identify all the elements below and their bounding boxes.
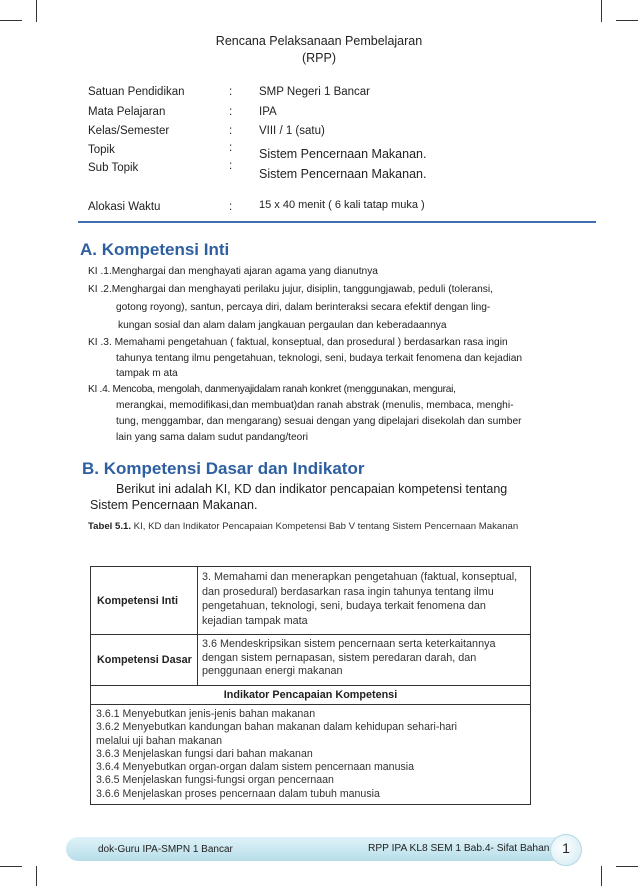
crop-mark-top-left-v — [36, 0, 37, 22]
crop-mark-bottom-left-v — [36, 866, 37, 886]
info-colon: : — [229, 106, 233, 118]
info-colon: : — [229, 125, 233, 137]
table-row-indikator-list — [91, 705, 530, 804]
indikator-item: 3.6.4 Menyebutkan organ-organ dalam sistem pencernaan manusia — [96, 761, 415, 774]
section-b-intro-cont: Sistem Pencernaan Makanan. — [90, 498, 258, 512]
crop-mark-bottom-left-h — [0, 866, 22, 867]
info-value: 15 x 40 menit ( 6 kali tatap muka ) — [259, 199, 425, 211]
document-title: Rencana Pelaksanaan Pembelajaran — [215, 34, 423, 48]
info-colon: : — [229, 201, 233, 213]
crop-mark-top-right-h — [616, 20, 638, 21]
info-colon: : — [229, 160, 233, 172]
indikator-header-cell: Indikator Pencapaian Kompetensi — [223, 689, 398, 701]
crop-mark-top-left-h — [0, 20, 22, 21]
indikator-item: 3.6.6 Menjelaskan proses pencernaan dalam tubuh manusia — [96, 787, 380, 800]
info-value: Sistem Pencernaan Makanan. — [259, 147, 427, 161]
footer-right-text: RPP IPA KL8 SEM 1 Bab.4- Sifat Bahan — [368, 843, 550, 854]
section-a-title: A. Kompetensi Inti — [80, 240, 230, 259]
ki-line: KI .1.Menghargai dan menghayati ajaran agama yang dianutnya — [88, 266, 378, 277]
indikator-item: 3.6.5 Menjelaskan fungsi-fungsi organ pencernaan — [96, 774, 334, 787]
ki-label-cell: Kompetensi Inti — [91, 567, 198, 634]
info-label: Alokasi Waktu — [88, 201, 161, 213]
ki-line: lain yang sama dalam sudut pandang/teori — [116, 432, 308, 443]
ki-line: gotong royong), santun, percaya diri, dalam berinteraksi secara efektif dengan ling- — [116, 302, 491, 313]
info-colon: : — [229, 142, 233, 154]
section-b-title: B. Kompetensi Dasar dan Indikator — [82, 459, 365, 478]
ki-line: kungan sosial dan alam dalam jangkauan pergaulan dan keberadaannya — [118, 320, 447, 331]
competency-table — [90, 566, 531, 805]
indikator-item: 3.6.1 Menyebutkan jenis-jenis bahan makanan — [96, 708, 316, 720]
table-row-ki — [91, 567, 530, 635]
indikator-list-cell — [91, 705, 530, 804]
divider-rule — [78, 221, 596, 223]
crop-mark-bottom-right-h — [616, 866, 638, 867]
page-number: 1 — [562, 840, 570, 856]
ki-line: KI .3. Memahami pengetahuan ( faktual, konseptual, dan prosedural ) berdasarkan rasa ingin — [88, 337, 508, 348]
crop-mark-top-right-v — [601, 0, 602, 22]
ki-line: tampak m ata — [116, 368, 178, 379]
table-caption-text: KI, KD dan Indikator Pencapaian Kompetensi Bab V tentang Sistem Pencernaan Makanan — [131, 521, 519, 532]
info-label: Kelas/Semester — [88, 125, 170, 137]
document-subtitle: (RPP) — [301, 51, 337, 65]
info-label: Satuan Pendidikan — [88, 86, 185, 98]
info-label: Topik — [88, 144, 115, 156]
indikator-item: 3.6.2 Menyebutkan kandungan bahan makanan dalam kehidupan sehari-hari — [96, 721, 458, 734]
info-value: VIII / 1 (satu) — [259, 125, 325, 137]
section-b-intro: Berikut ini adalah KI, KD dan indikator pencapaian kompetensi tentang — [116, 482, 508, 496]
kd-label-cell: Kompetensi Dasar — [91, 635, 198, 685]
table-caption-label: Tabel 5.1. — [88, 521, 132, 532]
ki-line: tahunya tentang ilmu pengetahuan, teknologi, seni, budaya terkait fenomena dan kejadian — [116, 353, 523, 364]
table-row-indikator-header — [91, 686, 530, 705]
crop-mark-bottom-right-v — [601, 866, 602, 886]
ki-line: merangkai, memodifikasi,dan membuat)dan ranah abstrak (menulis, membaca, menghi- — [116, 400, 514, 411]
table-row-kd — [91, 635, 530, 686]
info-value: IPA — [259, 106, 277, 118]
info-label: Mata Pelajaran — [88, 106, 166, 118]
ki-line: KI .4. Mencoba, mengolah, danmenyajidalam ranah konkret (menggunakan, mengurai, — [88, 384, 456, 395]
ki-line: KI .2.Menghargai dan menghayati perilaku jujur, disiplin, tanggungjawab, peduli (toleransi, — [88, 284, 493, 295]
info-label: Sub Topik — [88, 162, 139, 174]
ki-text-cell: 3. Memahami dan menerapkan pengetahuan (faktual, konseptual, dan prosedural) berdasarkan rasa ingin tahunya tentang ilmu pengetahuan, teknologi, seni, budaya terkait fenomena dan kejadian tampak mata — [202, 571, 518, 627]
kd-text-cell: 3.6 Mendeskripsikan sistem pencernaan serta keterkaitannya dengan sistem pernapasan, sistem peredaran darah, dan penggunaan energi makanan — [202, 638, 496, 677]
info-colon: : — [229, 86, 233, 98]
table-caption — [88, 521, 558, 533]
info-value: SMP Negeri 1 Bancar — [259, 86, 371, 98]
indikator-item: 3.6.3 Menjelaskan fungsi dari bahan makanan — [96, 747, 313, 760]
footer-left-text: dok-Guru IPA-SMPN 1 Bancar — [98, 844, 233, 855]
indikator-item: melalui uji bahan makanan — [96, 734, 223, 747]
ki-line: tung, menggambar, dan mengarang) sesuai dengan yang dipelajari disekolah dan sumber — [116, 416, 522, 427]
info-value: Sistem Pencernaan Makanan. — [259, 167, 427, 181]
